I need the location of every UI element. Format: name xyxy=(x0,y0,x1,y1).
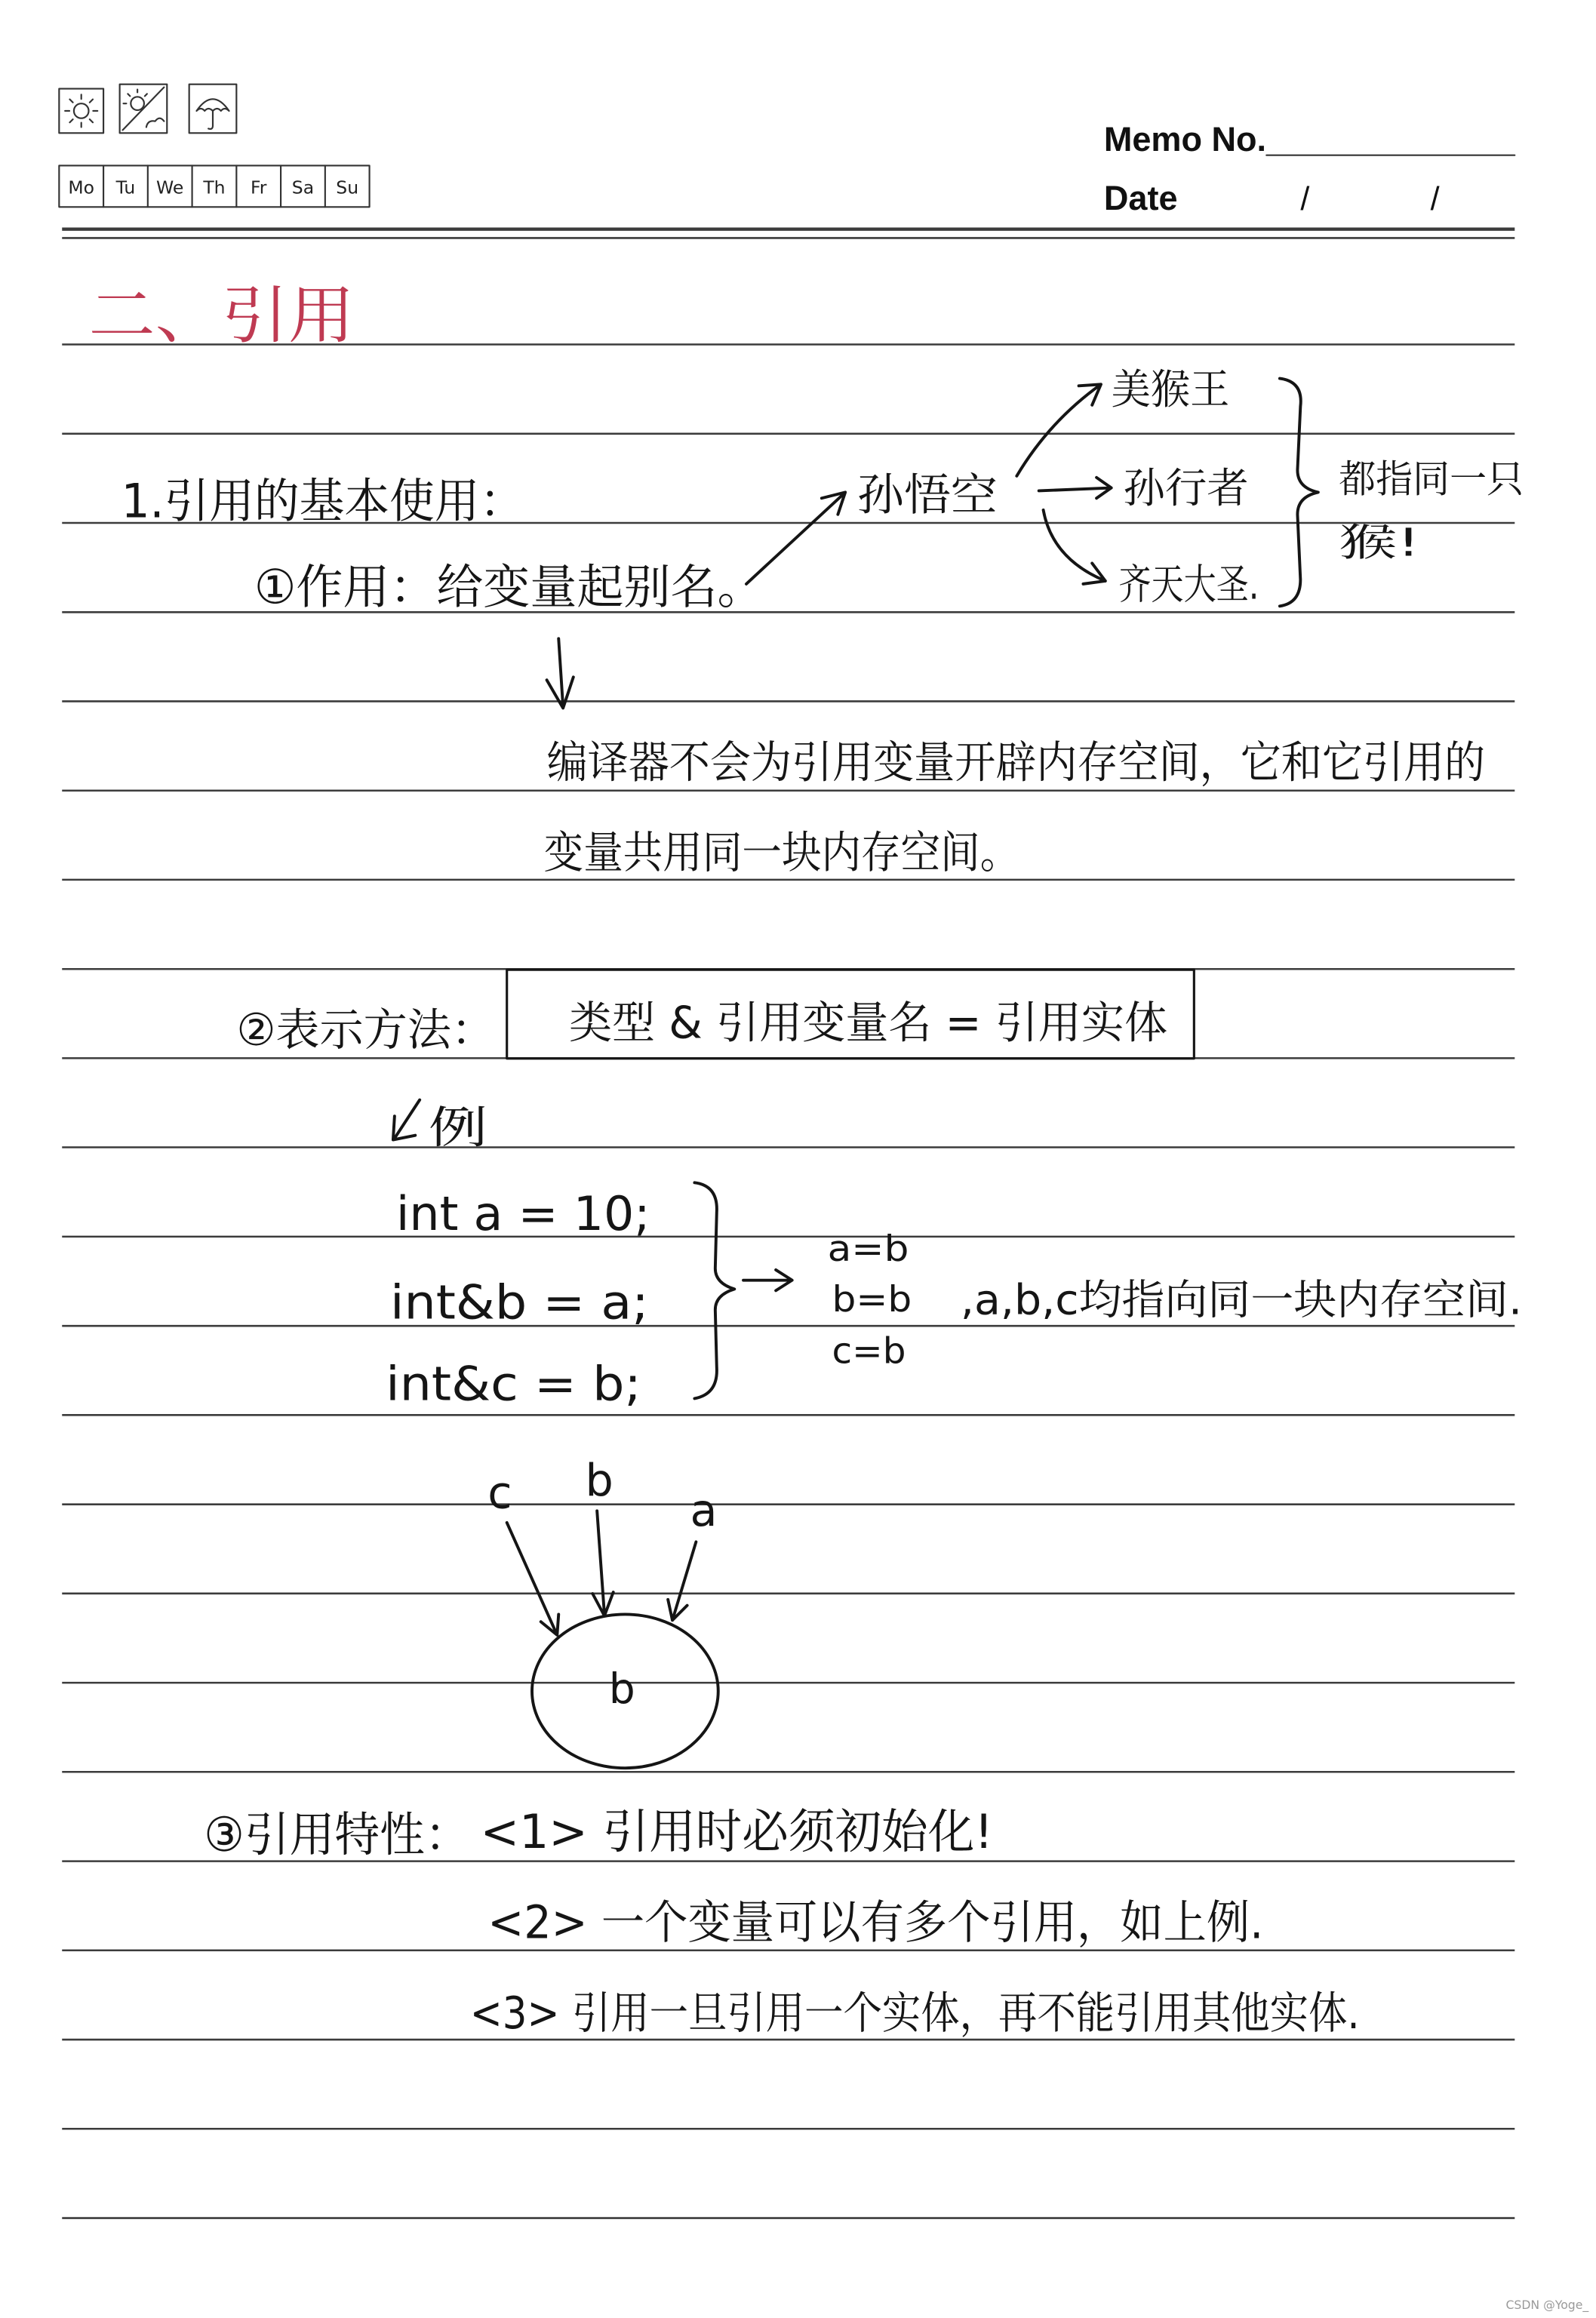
code-line: int&b = a; xyxy=(390,1274,649,1330)
alias-item: 美猴王 xyxy=(1111,364,1230,413)
example-conclusion: ,a,b,c均指向同一块内存空间. xyxy=(960,1275,1523,1324)
watermark: CSDN @Yoge_ xyxy=(1505,2298,1589,2313)
property-item: <2> 一个变量可以有多个引用，如上例. xyxy=(487,1896,1264,1950)
section3-title: ③引用特性： xyxy=(204,1806,470,1862)
section1-purpose: ①作用：给变量起别名。 xyxy=(254,559,764,615)
explanation-line: 变量共用同一块内存空间。 xyxy=(543,826,1020,879)
date-separator: / xyxy=(1430,181,1440,218)
property-item: <3> 引用一旦引用一个实体，再不能引用其他实体. xyxy=(469,1986,1360,2040)
section-heading: 二、引用 xyxy=(88,280,355,352)
date-label: Date xyxy=(1103,179,1178,218)
weekday-mo: Mo xyxy=(68,177,95,198)
weekday-we: We xyxy=(156,177,184,198)
section2-title: ②表示方法： xyxy=(236,1004,496,1056)
weekday-su: Su xyxy=(336,177,359,198)
code-example xyxy=(386,1186,650,1411)
alias-item: 齐天大圣. xyxy=(1118,560,1259,609)
diagram-label: a xyxy=(690,1483,718,1536)
equality: a=b xyxy=(827,1228,909,1271)
property-item: <1> 引用时必须初始化! xyxy=(480,1803,993,1859)
code-line: int a = 10; xyxy=(395,1186,650,1242)
explanation-line: 编译器不会为引用变量开辟内存空间，它和它引用的 xyxy=(546,736,1486,789)
memory-block-label: b xyxy=(608,1664,635,1713)
alias-item: 孙行者 xyxy=(1123,464,1249,513)
diagram-label: c xyxy=(487,1466,512,1519)
weekday-fr: Fr xyxy=(250,177,267,198)
alias-note: 都指同一只 xyxy=(1339,457,1524,503)
weekday-tu: Tu xyxy=(115,177,136,198)
date-separator: / xyxy=(1300,181,1310,218)
equality: b=b xyxy=(832,1278,912,1320)
alias-note: 猴! xyxy=(1339,521,1420,566)
section1-title: 1.引用的基本使用： xyxy=(121,473,525,529)
equality: c=b xyxy=(832,1330,906,1373)
example-label: 例 xyxy=(428,1101,488,1154)
weekday-th: Th xyxy=(203,177,226,198)
alias-root: 孙悟空 xyxy=(856,468,998,521)
memo-number-label: Memo No. xyxy=(1103,119,1267,158)
syntax-text: 类型 & 引用变量名 = 引用实体 xyxy=(568,996,1168,1049)
diagram-label: b xyxy=(585,1454,613,1507)
code-line: int&c = b; xyxy=(386,1356,641,1412)
weekday-sa: Sa xyxy=(291,177,315,198)
